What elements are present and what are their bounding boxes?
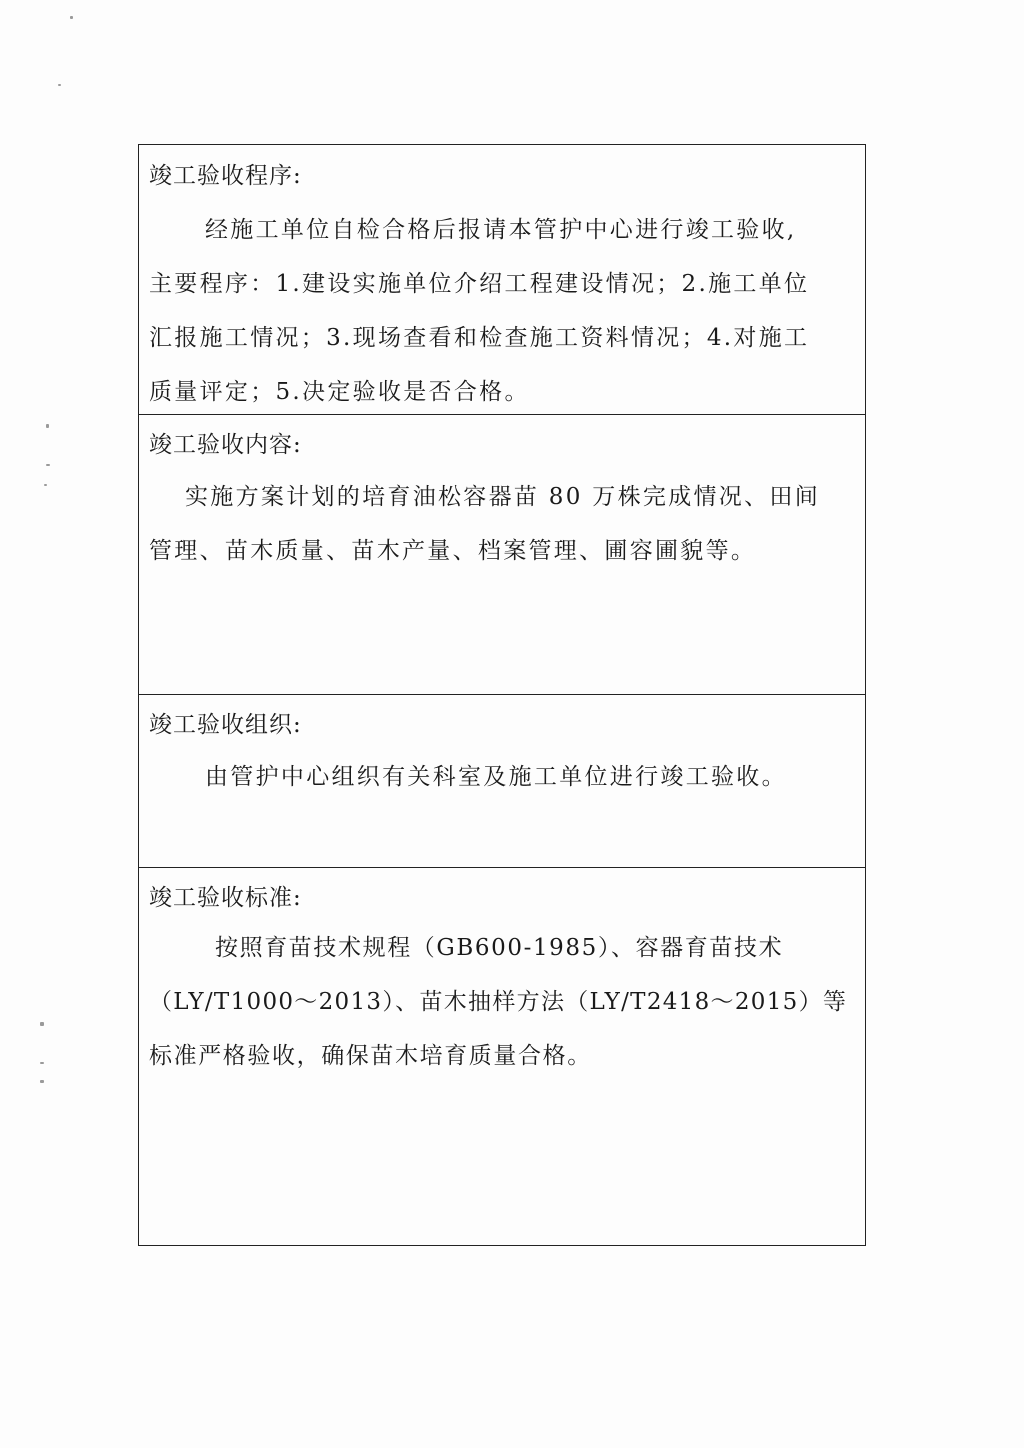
body-line: 按照育苗技术规程（GB600-1985）、容器育苗技术 — [215, 935, 784, 961]
section-body — [149, 470, 855, 578]
scan-speck — [44, 484, 47, 486]
scan-speck — [46, 464, 50, 466]
scan-speck — [40, 1022, 44, 1026]
body-line: 汇报施工情况；3.现场查看和检查施工资料情况；4.对施工 — [149, 325, 810, 351]
section-heading: 竣工验收组织: — [149, 712, 302, 738]
body-line: 实施方案计划的培育油松容器苗 80 万株完成情况、田间 — [185, 484, 820, 510]
section-heading: 竣工验收程序: — [149, 163, 302, 189]
body-line: （LY/T1000～2013）、苗木抽样方法（LY/T2418～2015）等 — [149, 989, 848, 1015]
body-line: 管理、苗木质量、苗木产量、档案管理、圃容圃貌等。 — [149, 538, 757, 564]
body-line: 由管护中心组织有关科室及施工单位进行竣工验收。 — [205, 764, 787, 790]
body-line: 质量评定；5.决定验收是否合格。 — [149, 379, 530, 405]
section-organization — [139, 694, 865, 867]
body-line: 标准严格验收，确保苗木培育质量合格。 — [149, 1043, 592, 1069]
acceptance-form-table — [138, 144, 866, 1246]
scan-speck — [70, 16, 73, 19]
section-procedure — [139, 145, 865, 414]
section-body — [149, 921, 855, 1083]
scan-speck — [58, 84, 61, 86]
section-body — [149, 750, 855, 804]
scan-speck — [40, 1080, 44, 1083]
scan-speck — [46, 424, 49, 428]
body-line: 经施工单位自检合格后报请本管护中心进行竣工验收, — [205, 217, 797, 243]
section-standard — [139, 867, 865, 1245]
section-heading: 竣工验收内容: — [149, 432, 302, 458]
scan-speck — [40, 1062, 44, 1064]
body-line: 主要程序：1.建设实施单位介绍工程建设情况；2.施工单位 — [149, 271, 810, 297]
section-heading: 竣工验收标准: — [149, 885, 302, 911]
section-content — [139, 414, 865, 694]
section-body — [149, 203, 855, 419]
